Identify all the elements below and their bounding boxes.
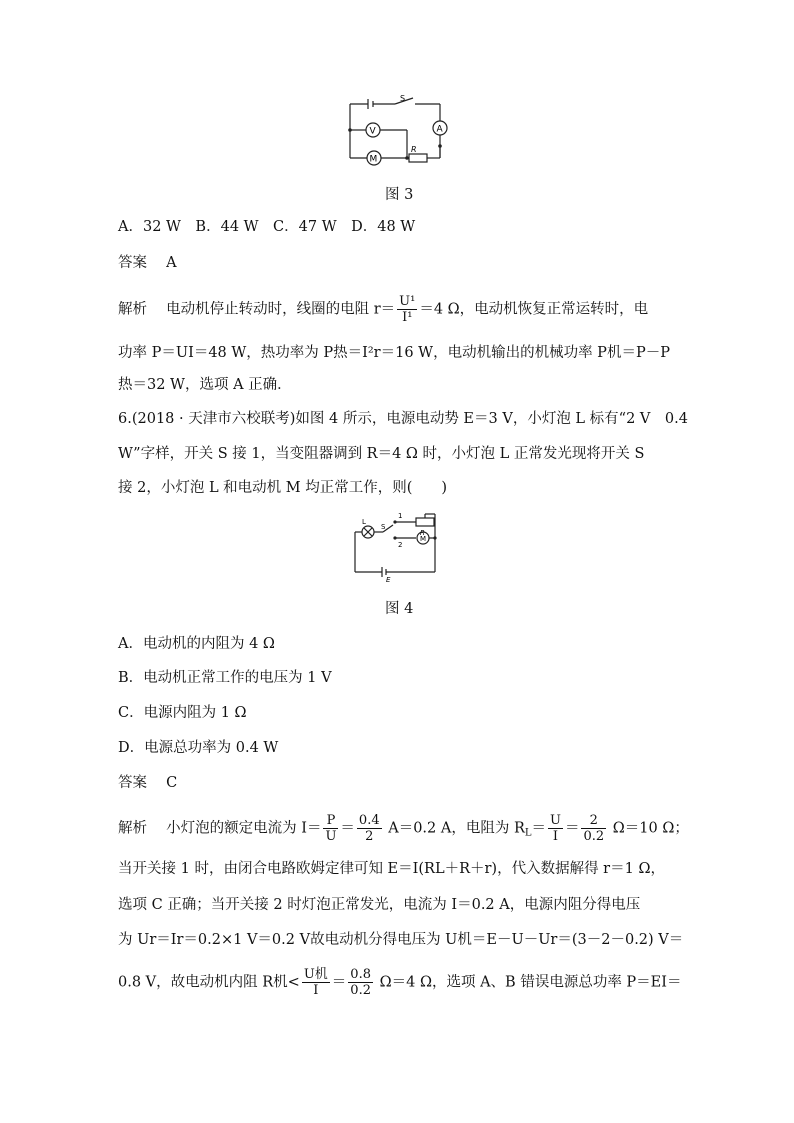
analysis-label: 解析 — [118, 301, 147, 318]
answer-value: A — [166, 255, 177, 271]
fig3-ammeter-label: A — [436, 124, 443, 135]
fig3-resistor-label: R — [411, 145, 417, 154]
numerator: P — [323, 813, 338, 829]
q6-stem-line-1: 6.(2018 · 天津市六校联考)如图 4 所示，电源电动势 E＝3 V，小灯泡 L 标有“2 V 0.4 — [118, 411, 688, 427]
q6-option-a: A．电动机的内阻为 4 Ω — [118, 636, 275, 652]
text-run: 0.8 V，故电动机内阻 R机< — [118, 974, 300, 991]
q5-analysis-line-3: 热＝32 W，选项 A 正确． — [118, 377, 292, 393]
denominator: U — [325, 829, 337, 844]
numerator: U¹ — [399, 294, 416, 309]
fraction — [357, 813, 382, 844]
fig4-contact-2-label: 2 — [398, 541, 403, 549]
analysis-label: 解析 — [118, 820, 147, 837]
fig4-lamp-label: L — [362, 518, 366, 526]
q5-analysis-line-1 — [118, 294, 648, 325]
figure-3-caption: 图 3 — [385, 187, 414, 203]
q6-analysis-line-1 — [118, 813, 689, 844]
q5-answer — [118, 253, 177, 273]
fig4-switch-label: S — [381, 523, 386, 531]
q6-option-b: B．电动机正常工作的电压为 1 V — [118, 670, 332, 686]
denominator: I — [313, 983, 319, 998]
text-run: ＝ — [340, 820, 355, 837]
answer-label: 答案 — [118, 255, 147, 271]
fraction — [397, 294, 417, 325]
figure-4-caption: 图 4 — [385, 601, 414, 617]
fraction — [302, 967, 330, 998]
text-run: ＝ — [531, 820, 546, 837]
fraction — [581, 813, 606, 844]
text-run: 小灯泡的额定电流为 I＝ — [166, 820, 322, 837]
denominator: I — [552, 829, 559, 844]
fig3-voltmeter-label: V — [369, 126, 376, 137]
text-run: Ω＝4 Ω，选项 A、B 错误电源总功率 P＝EI＝ — [374, 974, 682, 991]
q6-stem-line-2: W”字样，开关 S 接 1，当变阻器调到 R＝4 Ω 时，小灯泡 L 正常发光现将开关 S — [118, 446, 645, 462]
denominator: 0.2 — [350, 983, 371, 998]
answer-value: C — [166, 775, 178, 791]
fraction — [348, 967, 373, 998]
denominator: I¹ — [402, 310, 413, 325]
text-run: Ω＝10 Ω； — [608, 820, 689, 837]
answer-label: 答案 — [118, 775, 147, 791]
denominator: 0.2 — [583, 829, 605, 844]
q6-option-c: C．电源内阻为 1 Ω — [118, 705, 247, 721]
denominator: 2 — [365, 829, 374, 844]
q5-analysis-line-2: 功率 P＝UI＝48 W，热功率为 P热＝I²r＝16 W，电动机输出的机械功率 P机＝P－P — [118, 345, 670, 361]
text-run: A＝0.2 A，电阻为 R — [383, 820, 525, 837]
fraction — [323, 813, 338, 844]
subscript: L — [524, 827, 532, 839]
q6-stem-line-3: 接 2，小灯泡 L 和电动机 M 均正常工作，则( ) — [118, 480, 448, 496]
numerator: 2 — [581, 813, 606, 829]
numerator: U — [550, 813, 561, 828]
numerator: U机 — [303, 967, 328, 982]
text-run: ＝ — [564, 820, 580, 837]
q6-analysis-line-5 — [118, 967, 682, 998]
numerator: 0.8 — [350, 967, 371, 982]
fig3-motor-label: M — [369, 154, 378, 165]
fig4-battery-label: E — [386, 576, 391, 584]
q5-options: A．32 W B．44 W C．47 W D．48 W — [118, 219, 416, 235]
numerator: 0.4 — [358, 813, 380, 828]
q6-analysis-line-3: 选项 C 正确；当开关接 2 时灯泡正常发光，电流为 I＝0.2 A，电源内阻分得电压 — [118, 897, 641, 913]
fig3-switch-label: S — [400, 94, 406, 103]
fraction — [548, 813, 563, 844]
fig4-motor-label: M — [420, 535, 427, 543]
fig4-contact-1-label: 1 — [398, 512, 403, 520]
text-run: ＝ — [331, 974, 347, 991]
text-run: 电动机停止转动时，线圈的电阻 r＝ — [166, 301, 396, 318]
text-run: ＝4 Ω，电动机恢复正常运转时，电 — [419, 301, 649, 318]
q6-option-d: D．电源总功率为 0.4 W — [118, 740, 279, 756]
q6-analysis-line-4: 为 Ur＝Ir＝0.2×1 V＝0.2 V故电动机分得电压为 U机＝E－U－Ur＝(3－2－0.2) V＝ — [118, 932, 684, 948]
q6-analysis-line-2: 当开关接 1 时，由闭合电路欧姆定律可知 E＝I(RL＋R＋r)，代入数据解得 r＝1 Ω， — [118, 861, 665, 877]
fig4-rheostat-label: R — [420, 529, 425, 537]
q6-answer — [118, 773, 177, 793]
